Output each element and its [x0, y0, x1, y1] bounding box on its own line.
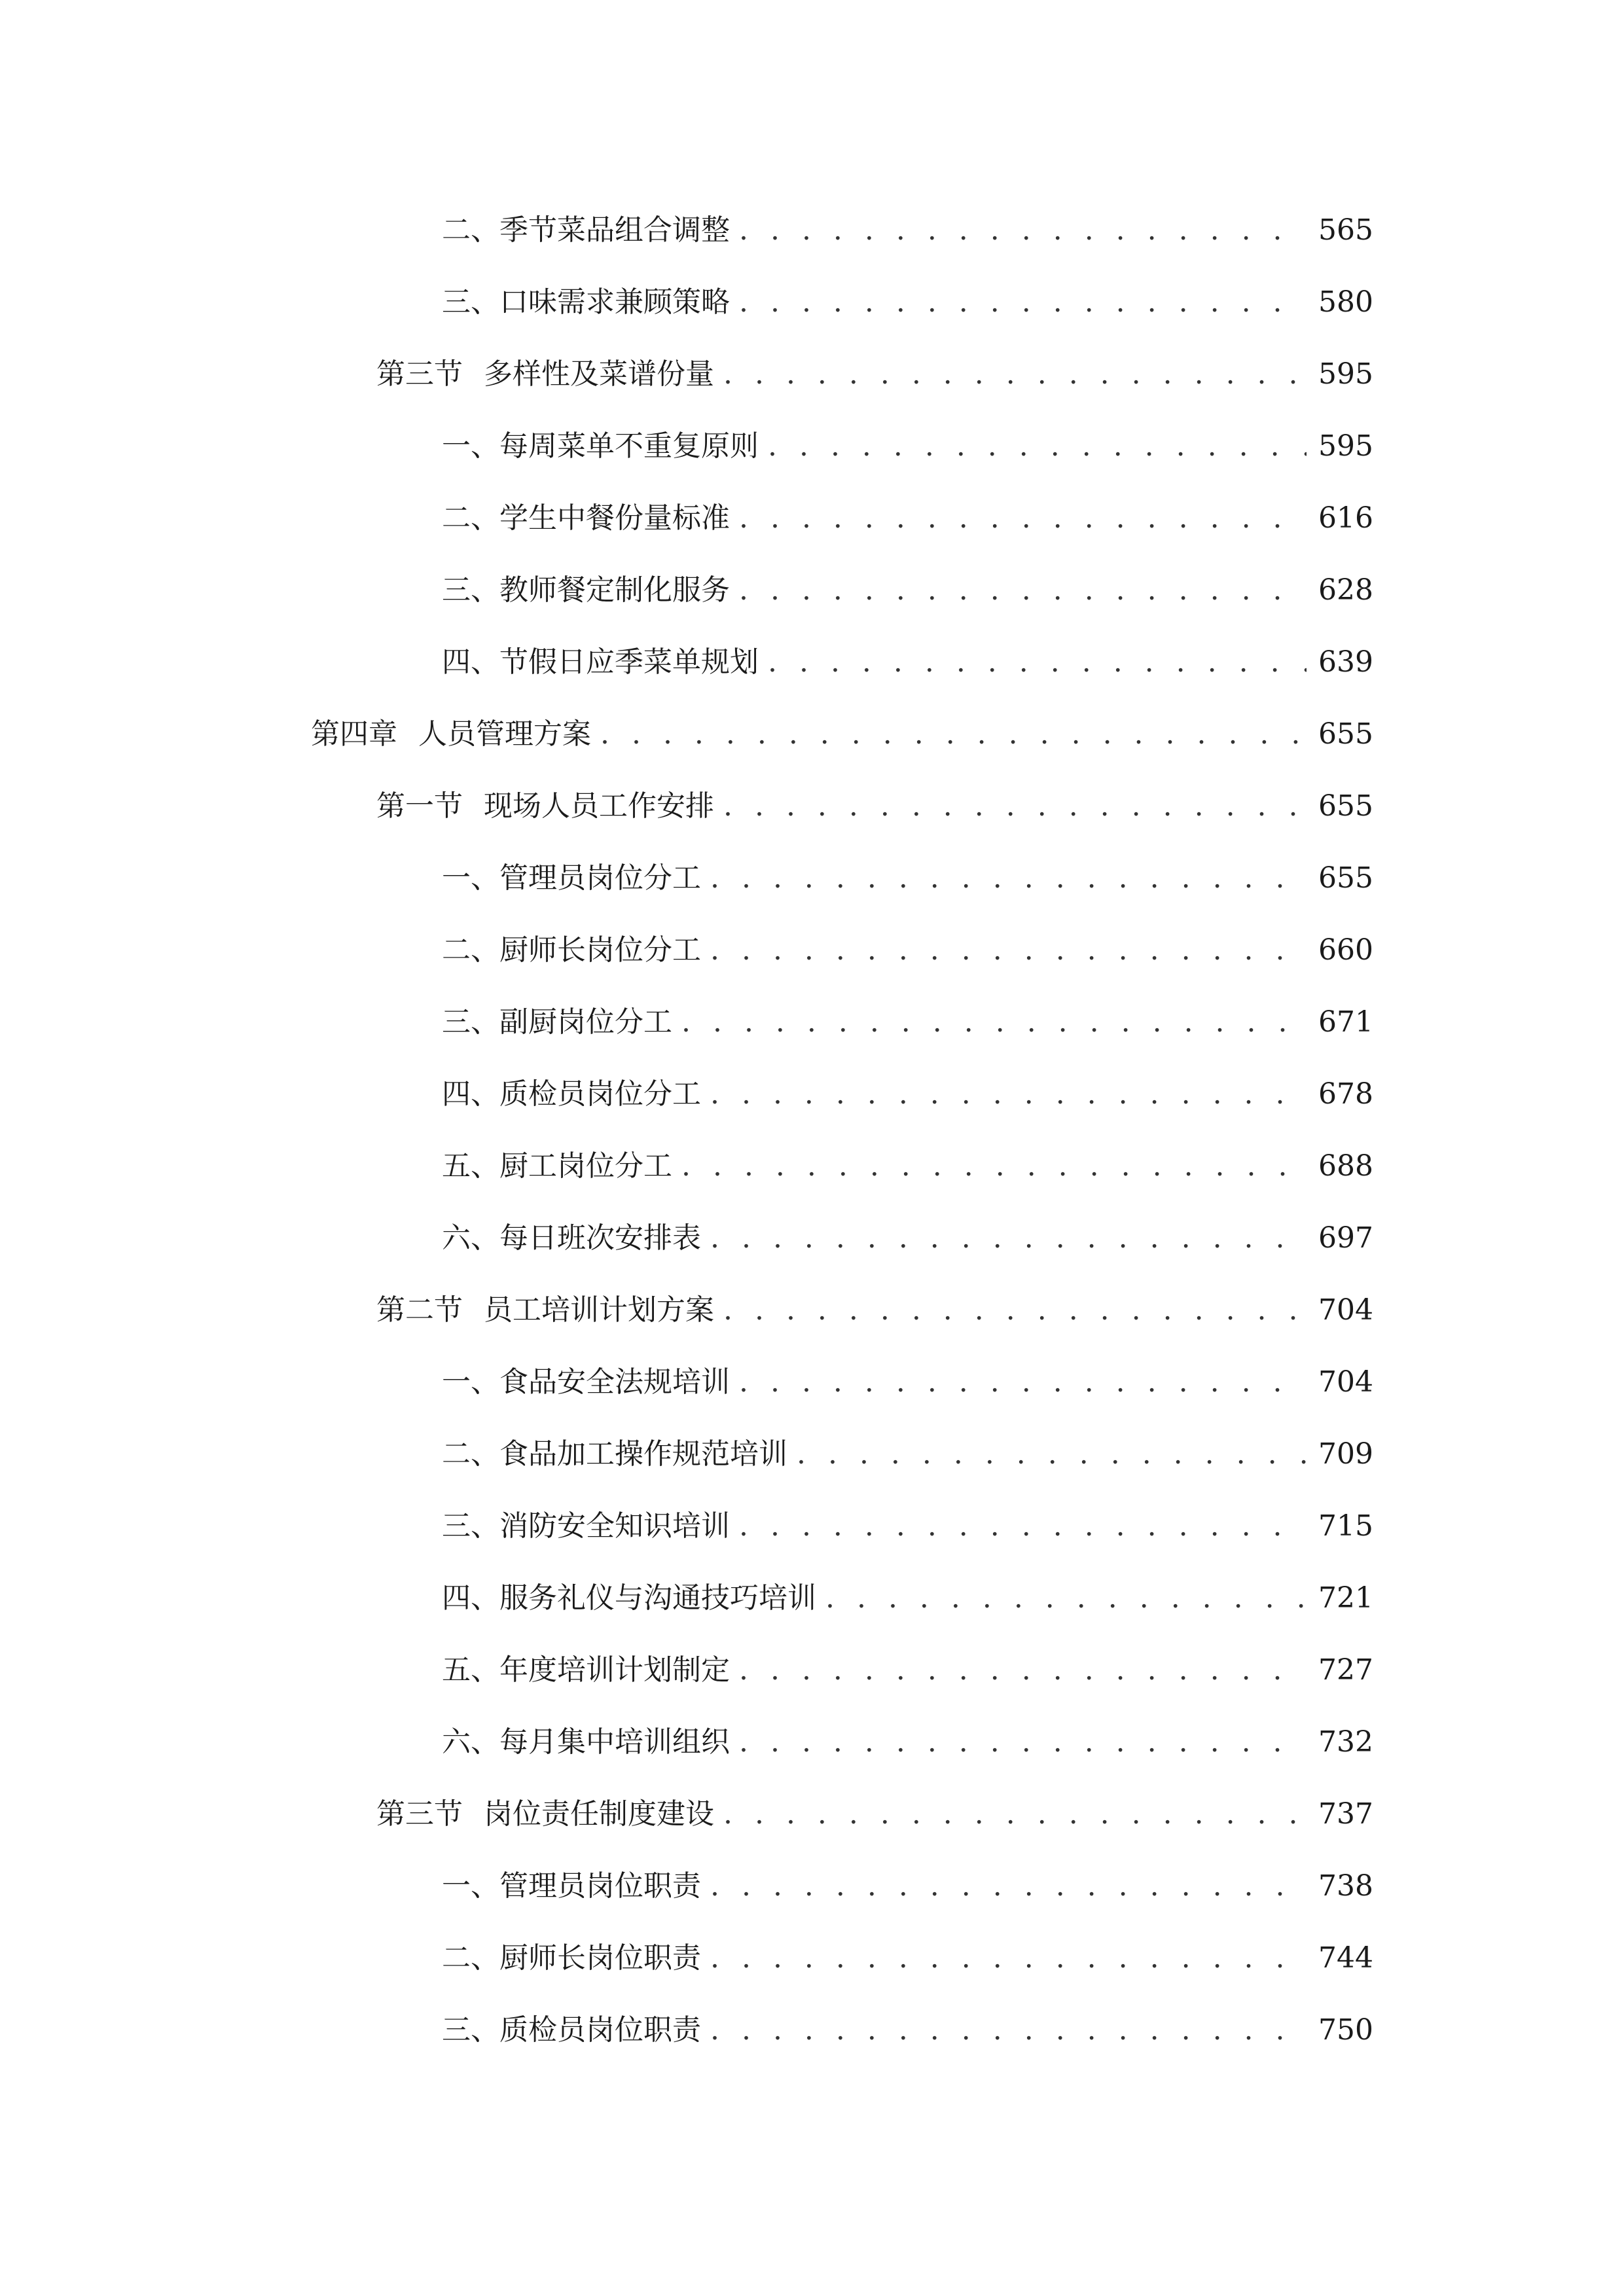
toc-entry[interactable]	[442, 564, 1373, 617]
toc-entry-number: 一、	[442, 1869, 499, 1903]
toc-entry[interactable]	[442, 1716, 1373, 1768]
toc-entry[interactable]	[442, 1932, 1373, 1984]
toc-entry[interactable]	[442, 996, 1373, 1049]
toc-entry-page: 628	[1318, 573, 1373, 607]
toc-entry-page: 688	[1318, 1149, 1373, 1183]
toc-entry[interactable]	[311, 708, 1373, 761]
toc-entry-page: 715	[1318, 1509, 1373, 1543]
toc-entry[interactable]	[442, 1644, 1373, 1696]
toc-entry-number: 一、	[442, 429, 499, 463]
toc-entry-title: 厨师长岗位职责	[499, 1941, 701, 1975]
toc-entry[interactable]	[442, 852, 1373, 905]
toc-entry[interactable]	[442, 204, 1373, 257]
toc-entry[interactable]	[376, 780, 1373, 833]
toc-entry-title: 人员管理方案	[418, 717, 591, 751]
toc-entry-title: 服务礼仪与沟通技巧培训	[499, 1581, 816, 1615]
toc-entry-page: 655	[1318, 717, 1373, 751]
dot-leader	[710, 1860, 1307, 1912]
toc-entry[interactable]	[442, 420, 1373, 473]
toc-entry-number: 五、	[442, 1653, 499, 1687]
toc-entry-number: 四、	[442, 1077, 499, 1111]
toc-entry-number: 第四章	[311, 717, 397, 751]
toc-entry-page: 704	[1318, 1365, 1373, 1399]
toc-entry-title: 厨工岗位分工	[499, 1149, 672, 1183]
toc-entry[interactable]	[442, 1212, 1373, 1265]
toc-entry[interactable]	[442, 924, 1373, 977]
toc-entry-title: 员工培训计划方案	[484, 1293, 714, 1327]
toc-entry-title: 管理员岗位分工	[499, 861, 701, 895]
toc-entry-title: 岗位责任制度建设	[484, 1797, 714, 1831]
toc-entry-page: 655	[1318, 861, 1373, 895]
dot-leader	[723, 780, 1307, 833]
toc-entry-number: 六、	[442, 1725, 499, 1759]
toc-entry-page: 655	[1318, 789, 1373, 823]
toc-entry-title: 年度培训计划制定	[499, 1653, 730, 1687]
toc-entry-title: 口味需求兼顾策略	[499, 285, 730, 319]
toc-entry-title: 每周菜单不重复原则	[499, 429, 759, 463]
dot-leader	[739, 1500, 1307, 1552]
toc-entry-title: 每月集中培训组织	[499, 1725, 730, 1759]
dot-leader	[739, 204, 1307, 257]
dot-leader	[768, 420, 1307, 473]
toc-entry-title: 节假日应季菜单规划	[499, 645, 759, 679]
toc-entry-title: 质检员岗位职责	[499, 2013, 701, 2047]
dot-leader	[768, 636, 1307, 689]
dot-leader	[710, 1932, 1307, 1984]
toc-entry[interactable]	[376, 1788, 1373, 1840]
toc-entry-title: 季节菜品组合调整	[499, 213, 730, 247]
dot-leader	[710, 924, 1307, 977]
toc-entry-page: 750	[1318, 2013, 1373, 2047]
toc-entry[interactable]	[442, 1860, 1373, 1912]
toc-entry-page: 595	[1318, 357, 1373, 391]
dot-leader	[723, 1788, 1307, 1840]
dot-leader	[739, 1716, 1307, 1768]
toc-entry-number: 一、	[442, 861, 499, 895]
toc-entry-number: 第二节	[376, 1293, 463, 1327]
toc-entry[interactable]	[442, 1140, 1373, 1193]
toc-entry-number: 三、	[442, 573, 499, 607]
toc-entry-page: 738	[1318, 1869, 1373, 1903]
toc-entry-title: 管理员岗位职责	[499, 1869, 701, 1903]
toc-entry[interactable]	[442, 276, 1373, 329]
toc-entry-title: 教师餐定制化服务	[499, 573, 730, 607]
dot-leader	[710, 2004, 1307, 2056]
toc-entry[interactable]	[442, 1356, 1373, 1408]
toc-entry-number: 第三节	[376, 1797, 463, 1831]
dot-leader	[710, 1212, 1307, 1265]
toc-entry-page: 704	[1318, 1293, 1373, 1327]
toc-entry[interactable]	[442, 1572, 1373, 1624]
toc-entry-number: 二、	[442, 1941, 499, 1975]
toc-entry-page: 671	[1318, 1005, 1373, 1039]
toc-entry-number: 四、	[442, 1581, 499, 1615]
dot-leader	[723, 1284, 1307, 1336]
dot-leader	[739, 1356, 1307, 1408]
toc-entry-number: 三、	[442, 2013, 499, 2047]
dot-leader	[797, 1428, 1307, 1480]
toc-entry-number: 二、	[442, 213, 499, 247]
toc-entry-number: 五、	[442, 1149, 499, 1183]
dot-leader	[825, 1572, 1307, 1624]
toc-entry-number: 第三节	[376, 357, 463, 391]
toc-entry-page: 639	[1318, 645, 1373, 679]
toc-entry-page: 721	[1318, 1581, 1373, 1615]
toc-entry-title: 消防安全知识培训	[499, 1509, 730, 1543]
toc-entry-number: 三、	[442, 285, 499, 319]
dot-leader	[681, 996, 1307, 1049]
dot-leader	[710, 852, 1307, 905]
toc-entry-number: 六、	[442, 1221, 499, 1255]
toc-entry-title: 每日班次安排表	[499, 1221, 701, 1255]
toc-entry[interactable]	[442, 1428, 1373, 1480]
toc-entry-page: 595	[1318, 429, 1373, 463]
toc-entry-number: 三、	[442, 1005, 499, 1039]
dot-leader	[681, 1140, 1307, 1193]
toc-entry[interactable]	[442, 1500, 1373, 1552]
toc-entry-title: 食品安全法规培训	[499, 1365, 730, 1399]
dot-leader	[600, 708, 1307, 761]
dot-leader	[739, 492, 1307, 545]
toc-entry-title: 学生中餐份量标准	[499, 501, 730, 535]
dot-leader	[723, 348, 1307, 401]
dot-leader	[739, 276, 1307, 329]
toc-entry-page: 744	[1318, 1941, 1373, 1975]
toc-entry-number: 二、	[442, 1437, 499, 1471]
toc-entry[interactable]	[442, 636, 1373, 689]
dot-leader	[710, 1068, 1307, 1121]
toc-entry-number: 二、	[442, 501, 499, 535]
toc-entry-page: 660	[1318, 933, 1373, 967]
toc-entry-page: 697	[1318, 1221, 1373, 1255]
dot-leader	[739, 1644, 1307, 1696]
toc-entry[interactable]	[442, 492, 1373, 545]
dot-leader	[739, 564, 1307, 617]
toc-entry-page: 580	[1318, 285, 1373, 319]
toc-entry-number: 三、	[442, 1509, 499, 1543]
toc-entry-number: 一、	[442, 1365, 499, 1399]
toc-entry[interactable]	[442, 2004, 1373, 2056]
toc-entry-title: 厨师长岗位分工	[499, 933, 701, 967]
toc-entry[interactable]	[376, 348, 1373, 401]
toc-entry-title: 现场人员工作安排	[484, 789, 714, 823]
toc-entry-page: 678	[1318, 1077, 1373, 1111]
toc-entry-number: 四、	[442, 645, 499, 679]
toc-entry-page: 737	[1318, 1797, 1373, 1831]
toc-entry[interactable]	[376, 1284, 1373, 1336]
toc-entry-page: 616	[1318, 501, 1373, 535]
toc-entry-title: 食品加工操作规范培训	[499, 1437, 787, 1471]
toc-entry-title: 副厨岗位分工	[499, 1005, 672, 1039]
toc-entry-number: 第一节	[376, 789, 463, 823]
toc-entry-page: 709	[1318, 1437, 1373, 1471]
toc-entry-title: 质检员岗位分工	[499, 1077, 701, 1111]
toc-entry[interactable]	[442, 1068, 1373, 1121]
toc-entry-page: 732	[1318, 1725, 1373, 1759]
toc-entry-number: 二、	[442, 933, 499, 967]
toc-entry-page: 727	[1318, 1653, 1373, 1687]
toc-entry-page: 565	[1318, 213, 1373, 247]
toc-entry-title: 多样性及菜谱份量	[484, 357, 714, 391]
